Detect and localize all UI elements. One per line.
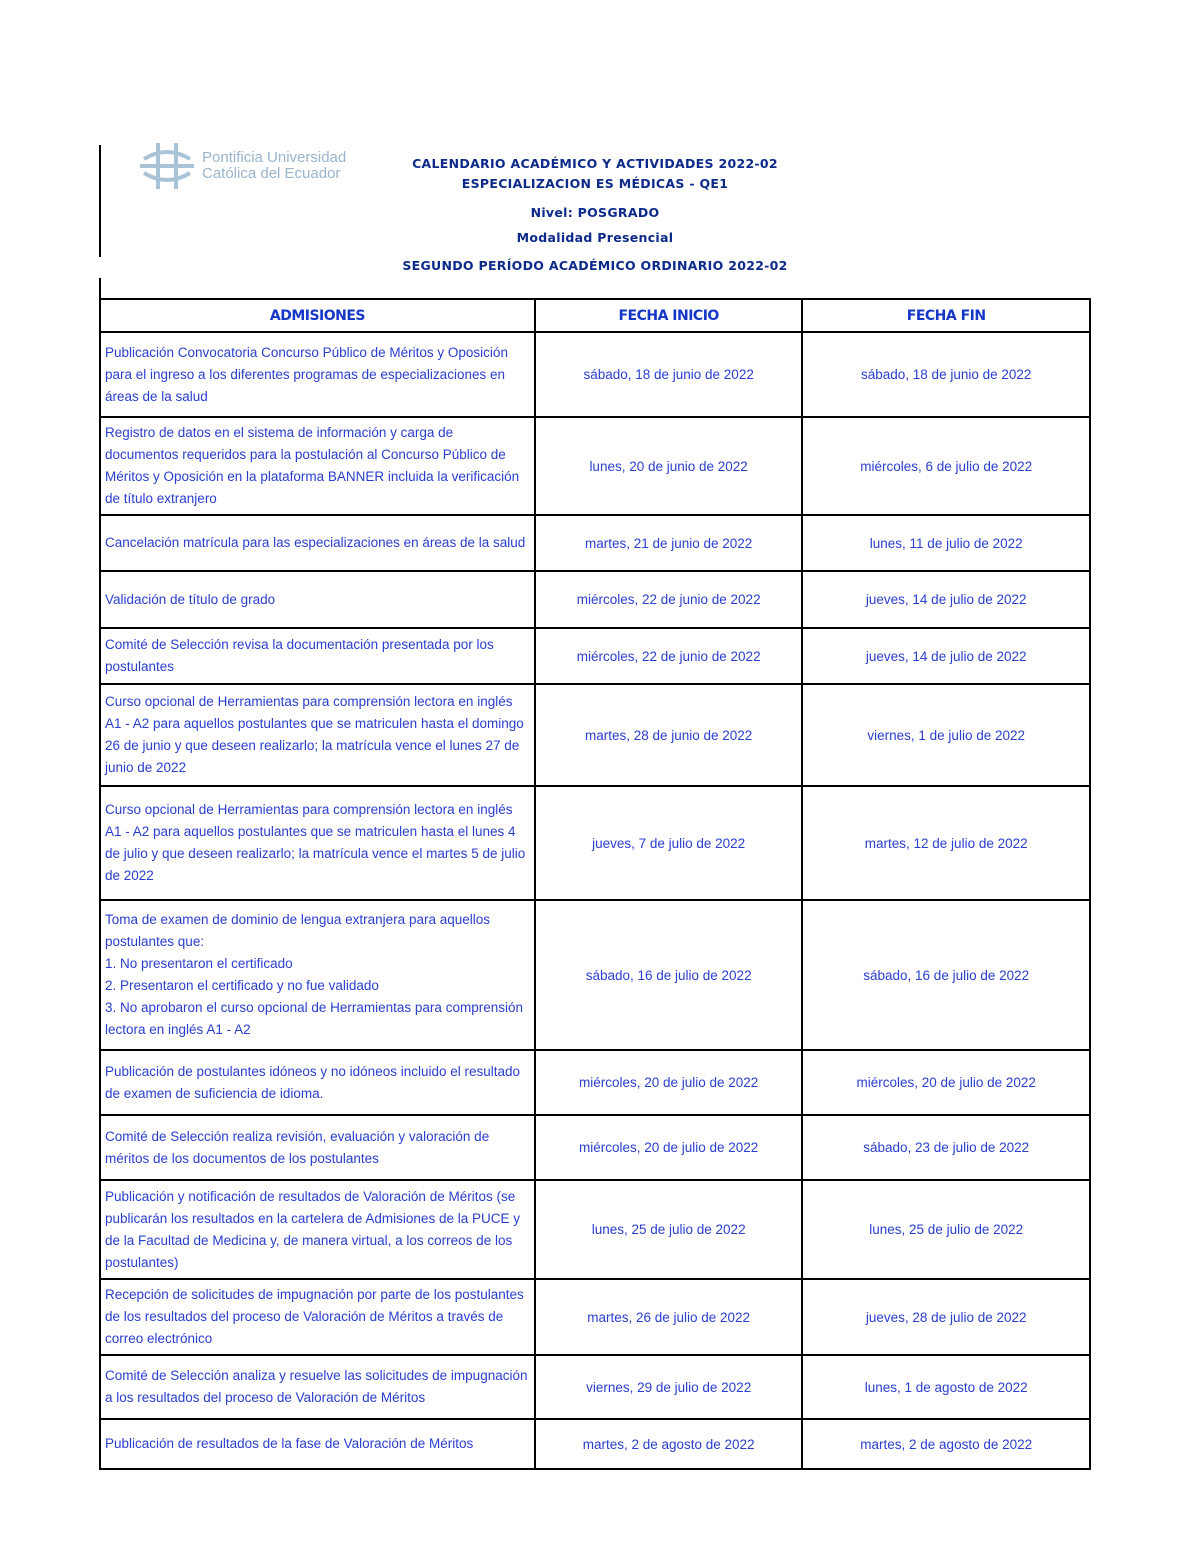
logo-text-line1: Pontificia Universidad: [202, 149, 347, 166]
activity-cell: Registro de datos en el sistema de información y carga de documentos requeridos para la postulación al Concurso Público de Méritos y Oposición en la plataforma BANNER incluida la verificación de título extranjero: [100, 417, 535, 515]
start-date-cell: miércoles, 20 de julio de 2022: [535, 1115, 803, 1180]
table-row: [100, 1050, 1090, 1115]
table-row: [100, 1419, 1090, 1469]
table-row: [100, 900, 1090, 1050]
table-row: [100, 1180, 1090, 1279]
end-date-cell: miércoles, 20 de julio de 2022: [802, 1050, 1090, 1115]
period-label: SEGUNDO PERÍODO ACADÉMICO ORDINARIO 2022-02: [402, 258, 788, 273]
table-row: [100, 515, 1090, 571]
activity-cell: Comité de Selección revisa la documentación presentada por los postulantes: [100, 628, 535, 684]
end-date-cell: martes, 12 de julio de 2022: [802, 786, 1090, 900]
start-date-cell: sábado, 16 de julio de 2022: [535, 900, 803, 1050]
start-date-cell: miércoles, 20 de julio de 2022: [535, 1050, 803, 1115]
document-title: CALENDARIO ACADÉMICO Y ACTIVIDADES 2022-02: [412, 156, 778, 171]
activity-cell: Toma de examen de dominio de lengua extranjera para aquellos postulantes que: 1. No presentaron el certificado 2. Presentaron el certificado y no fue validado 3. No aprobaron el curso opcional de Herramientas para comprensión lectora en inglés A1 - A2: [100, 900, 535, 1050]
start-date-cell: lunes, 20 de junio de 2022: [535, 417, 803, 515]
table-row: [100, 1355, 1090, 1419]
university-emblem-icon: [136, 137, 198, 195]
column-header-admisiones: ADMISIONES: [100, 299, 535, 332]
activity-cell: Curso opcional de Herramientas para comprensión lectora en inglés A1 - A2 para aquellos postulantes que se matriculen hasta el lunes 4 de julio y que deseen realizarlo; la matrícula vence el martes 5 de julio de 2022: [100, 786, 535, 900]
activity-cell: Cancelación matrícula para las especializaciones en áreas de la salud: [100, 515, 535, 571]
table-row: [100, 684, 1090, 786]
end-date-cell: sábado, 23 de julio de 2022: [802, 1115, 1090, 1180]
end-date-cell: jueves, 14 de julio de 2022: [802, 628, 1090, 684]
table-row: [100, 786, 1090, 900]
table-header-row: [100, 299, 1090, 332]
table-row: [100, 628, 1090, 684]
table-row: [100, 571, 1090, 628]
document-subtitle: ESPECIALIZACION ES MÉDICAS - QE1: [461, 176, 729, 191]
column-header-fecha-inicio: FECHA INICIO: [535, 299, 803, 332]
end-date-cell: lunes, 25 de julio de 2022: [802, 1180, 1090, 1279]
activity-cell: Publicación Convocatoria Concurso Público de Méritos y Oposición para el ingreso a los diferentes programas de especializaciones en áreas de la salud: [100, 332, 535, 417]
activity-cell: Publicación de postulantes idóneos y no idóneos incluido el resultado de examen de suficiencia de idioma.: [100, 1050, 535, 1115]
table-row: [100, 1279, 1090, 1355]
start-date-cell: martes, 2 de agosto de 2022: [535, 1419, 803, 1469]
start-date-cell: sábado, 18 de junio de 2022: [535, 332, 803, 417]
activity-cell: Publicación y notificación de resultados de Valoración de Méritos (se publicarán los resultados en la cartelera de Admisiones de la PUCE y de la Facultad de Medicina y, de manera virtual, a los correos de los postulantes): [100, 1180, 535, 1279]
start-date-cell: viernes, 29 de julio de 2022: [535, 1355, 803, 1419]
start-date-cell: lunes, 25 de julio de 2022: [535, 1180, 803, 1279]
logo-text-line2: Católica del Ecuador: [202, 165, 341, 182]
activity-cell: Validación de título de grado: [100, 571, 535, 628]
end-date-cell: viernes, 1 de julio de 2022: [802, 684, 1090, 786]
activity-cell: Publicación de resultados de la fase de Valoración de Méritos: [100, 1419, 535, 1469]
admissions-table: [99, 298, 1091, 1470]
left-margin-line-lower: [99, 278, 101, 298]
activity-cell: Comité de Selección realiza revisión, evaluación y valoración de méritos de los documentos de los postulantes: [100, 1115, 535, 1180]
activity-cell: Curso opcional de Herramientas para comprensión lectora en inglés A1 - A2 para aquellos postulantes que se matriculen hasta el domingo 26 de junio y que deseen realizarlo; la matrícula vence el lunes 27 de junio de 2022: [100, 684, 535, 786]
start-date-cell: miércoles, 22 de junio de 2022: [535, 628, 803, 684]
start-date-cell: miércoles, 22 de junio de 2022: [535, 571, 803, 628]
activity-cell: Recepción de solicitudes de impugnación por parte de los postulantes de los resultados del proceso de Valoración de Méritos a través de correo electrónico: [100, 1279, 535, 1355]
end-date-cell: sábado, 18 de junio de 2022: [802, 332, 1090, 417]
end-date-cell: sábado, 16 de julio de 2022: [802, 900, 1090, 1050]
end-date-cell: jueves, 14 de julio de 2022: [802, 571, 1090, 628]
modality-label: Modalidad Presencial: [516, 230, 674, 245]
start-date-cell: martes, 28 de junio de 2022: [535, 684, 803, 786]
table-row: [100, 1115, 1090, 1180]
start-date-cell: martes, 26 de julio de 2022: [535, 1279, 803, 1355]
end-date-cell: miércoles, 6 de julio de 2022: [802, 417, 1090, 515]
activity-cell: Comité de Selección analiza y resuelve las solicitudes de impugnación a los resultados del proceso de Valoración de Méritos: [100, 1355, 535, 1419]
table-row: [100, 417, 1090, 515]
end-date-cell: lunes, 11 de julio de 2022: [802, 515, 1090, 571]
level-label: Nivel: POSGRADO: [530, 205, 660, 220]
column-header-fecha-fin: FECHA FIN: [802, 299, 1090, 332]
end-date-cell: lunes, 1 de agosto de 2022: [802, 1355, 1090, 1419]
end-date-cell: martes, 2 de agosto de 2022: [802, 1419, 1090, 1469]
start-date-cell: martes, 21 de junio de 2022: [535, 515, 803, 571]
table-row: [100, 332, 1090, 417]
start-date-cell: jueves, 7 de julio de 2022: [535, 786, 803, 900]
end-date-cell: jueves, 28 de julio de 2022: [802, 1279, 1090, 1355]
left-margin-line: [99, 145, 101, 257]
